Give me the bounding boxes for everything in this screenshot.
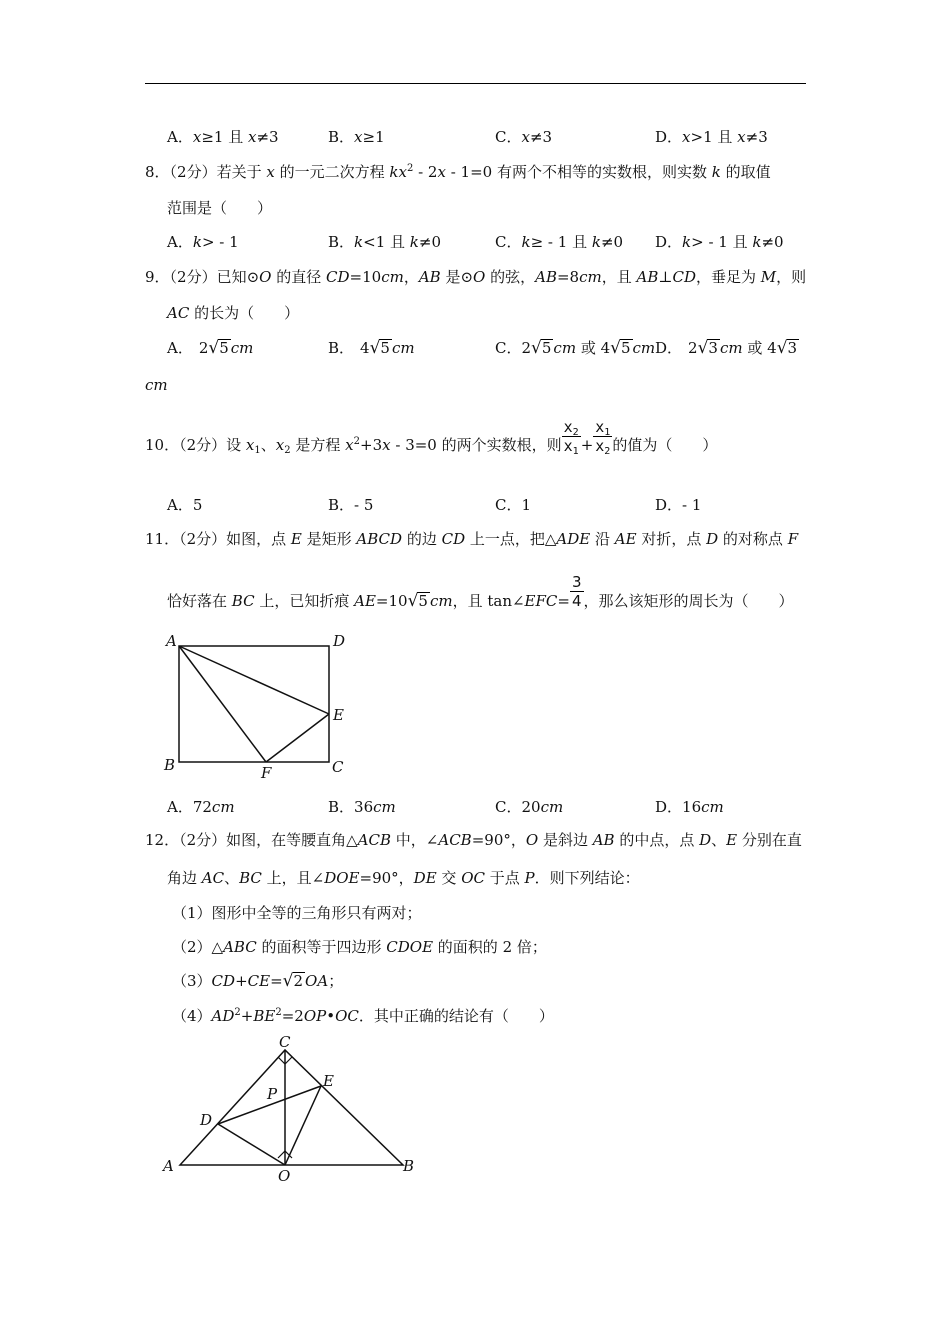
q12-label-p: P xyxy=(267,1085,278,1103)
q11-option-d[interactable]: D．16cm xyxy=(655,798,724,816)
q8-option-d[interactable]: D．k> - 1 且 k≠0 xyxy=(655,233,784,251)
q8-option-a[interactable]: A．k> - 1 xyxy=(167,233,239,251)
header-rule xyxy=(145,83,806,84)
q7-option-a[interactable]: A．x≥1 且 x≠3 xyxy=(167,128,279,146)
q11-label-e: E xyxy=(333,706,344,724)
q11-label-c: C xyxy=(332,758,344,776)
q12-label-d: D xyxy=(200,1111,213,1129)
q12-label-c: C xyxy=(279,1033,291,1051)
q12-segment-do xyxy=(218,1124,285,1165)
q10-stem: 10．（2分）设 $x_1$、$x_2$ 是方程 $x^2+3x - 3=0$ 的两个实数根，则 $\frac{x_2}{x_1}$ + $\frac{x_1}{x_2}$ 的值为（ ） xyxy=(145,417,718,457)
q11-label-d: D xyxy=(333,632,346,650)
q9-option-c[interactable]: C．2√5 cm 或 4√5 cm xyxy=(495,338,656,358)
q8-stem-cont: 范围是（ ） xyxy=(167,199,273,217)
q7-option-d[interactable]: D．x>1 且 x≠3 xyxy=(655,128,768,146)
q9-option-d[interactable]: D． 2√3 cm 或 4√3 xyxy=(655,338,798,358)
q12-label-o: O xyxy=(278,1167,291,1185)
q11-option-c[interactable]: C．20cm xyxy=(495,798,564,816)
q11-figure xyxy=(160,630,360,782)
q12-label-b: B xyxy=(403,1157,415,1175)
q11-fraction: $\frac{3}{4}$ xyxy=(571,572,582,610)
q11-option-b[interactable]: B．36cm xyxy=(328,798,396,816)
q11-label-a: A xyxy=(166,632,177,650)
q12-conclusion-3: （3）CD+CE=√2 OA； xyxy=(172,971,344,991)
q12-label-a: A xyxy=(163,1157,174,1175)
q12-label-e: E xyxy=(323,1072,334,1090)
q9-option-d-unit: cm xyxy=(145,376,168,394)
q7-option-b[interactable]: B．x≥1 xyxy=(328,128,385,146)
q9-option-b[interactable]: B． 4√5 cm xyxy=(328,338,415,358)
q11-stem-cont: 恰好落在 BC 上，已知折痕 AE=10√5 cm，且 tan∠EFC= $\frac{3}{4}$ ，那么该矩形的周长为（ ） xyxy=(167,572,794,611)
q8-option-c[interactable]: C．k≥ - 1 且 k≠0 xyxy=(495,233,624,251)
q10-option-b[interactable]: B．- 5 xyxy=(328,496,374,514)
q12-conclusion-2: （2）△ABC 的面积等于四边形 CDOE 的面积的 2 倍； xyxy=(172,938,547,956)
q11-option-a[interactable]: A．72cm xyxy=(167,798,235,816)
q9-stem-cont: AC 的长为（ ） xyxy=(167,304,300,322)
q11-stem: 11．（2分）如图，点 E 是矩形 ABCD 的边 CD 上一点，把△ADE 沿 AE 对折，点 D 的对称点 F xyxy=(145,530,799,548)
q8-stem: 8．（2分）若关于 x 的一元二次方程 $kx^2 - 2x - 1=0$ 有两个不相等的实数根，则实数 k 的取值 xyxy=(145,163,771,181)
q12-stem: 12．（2分）如图，在等腰直角△ACB 中，∠ACB=90°，O 是斜边 AB 的中点，点 D、E 分别在直 xyxy=(145,831,802,849)
q11-segment-fe xyxy=(266,714,329,762)
q9-stem: 9．（2分）已知⊙O 的直径 CD=10cm，AB 是⊙O 的弦，AB=8cm，且 AB⊥CD，垂足为 M，则 xyxy=(145,268,807,286)
q8-option-b[interactable]: B．k<1 且 k≠0 xyxy=(328,233,441,251)
q12-stem-cont: 角边 AC、BC 上，且∠DOE=90°，DE 交 OC 于点 P．则下列结论： xyxy=(167,869,640,887)
q11-label-b: B xyxy=(164,756,176,774)
q7-option-c[interactable]: C．x≠3 xyxy=(495,128,553,146)
q9-option-a[interactable]: A． 2√5 cm xyxy=(167,338,254,358)
q12-figure xyxy=(160,1030,430,1190)
q10-option-c[interactable]: C．1 xyxy=(495,496,532,514)
q10-option-a[interactable]: A．5 xyxy=(167,496,203,514)
q10-fraction-2: $\frac{x_1}{x_2}$ xyxy=(595,417,611,457)
q10-option-d[interactable]: D．- 1 xyxy=(655,496,702,514)
q12-conclusion-1: （1）图形中全等的三角形只有两对； xyxy=(172,904,422,922)
q12-triangle-acb xyxy=(180,1050,403,1165)
q12-conclusion-4: $(4)AD^2+BE^2=2OP•OC$．其中正确的结论有（ ） xyxy=(172,1007,554,1025)
q11-label-f: F xyxy=(261,764,272,782)
q11-segment-af xyxy=(179,646,266,762)
q10-fraction-1: $\frac{x_2}{x_1}$ xyxy=(563,417,579,457)
q11-segment-ae xyxy=(179,646,329,714)
